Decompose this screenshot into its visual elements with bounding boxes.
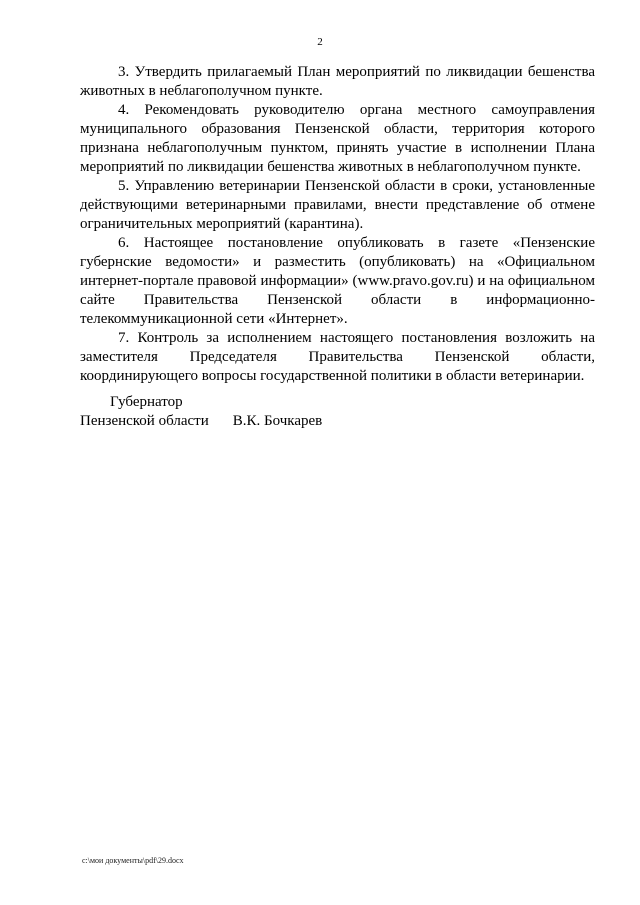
document-body	[80, 63, 595, 386]
signature-title-line1: Губернатор	[110, 394, 183, 410]
paragraph-7: 7. Контроль за исполнением настоящего постановления возложить на заместителя Председателя Правительства Пензенской области, координирующего вопросы государственной политики в области ветеринарии.	[80, 330, 595, 384]
signature-name: В.К. Бочкарев	[232, 413, 323, 429]
footer-file-path: c:\мои документы\pdf\29.docx	[82, 856, 184, 865]
signature-title-line2: Пензенской области	[80, 413, 209, 429]
paragraph-5: 5. Управлению ветеринарии Пензенской области в сроки, установленные действующими ветеринарными правилами, внести представление об отмене ограничительных мероприятий (карантина).	[80, 178, 595, 232]
page-number: 2	[317, 36, 323, 48]
paragraph-4: 4. Рекомендовать руководителю органа местного самоуправления муниципального образования Пензенской области, территория которого признана неблагополучным пунктом, принять участие в исполнении Плана мероприятий по ликвидации бешенства животных в неблагополучном пункте.	[80, 102, 595, 175]
paragraph-3: 3. Утвердить прилагаемый План мероприятий по ликвидации бешенства животных в неблагополучном пункте.	[80, 64, 595, 99]
paragraph-6: 6. Настоящее постановление опубликовать в газете «Пензенские губернские ведомости» и разместить (опубликовать) на «Официальном интернет-портале правовой информации» (www.pravo.gov.ru) и на официальном сайте Правительства Пензенской области в информационно-телекоммуникационной сети «Интернет».	[80, 235, 595, 327]
signature-block	[80, 393, 322, 431]
